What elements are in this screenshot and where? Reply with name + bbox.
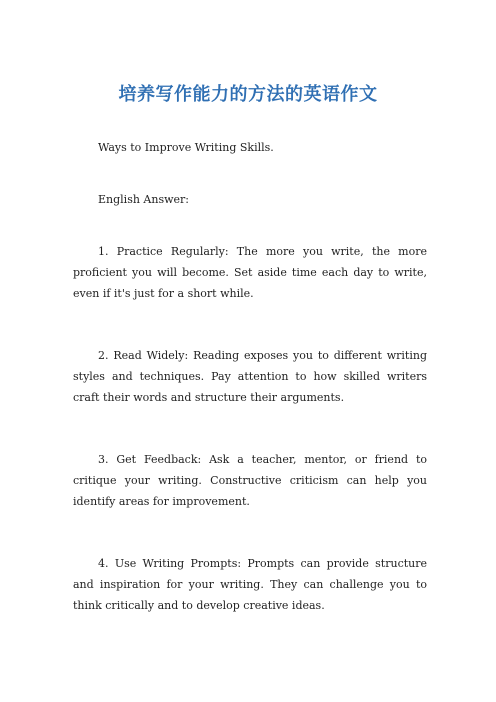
subtitle-text: Ways to Improve Writing Skills.: [98, 141, 274, 154]
point-2: [73, 345, 427, 408]
point-4: [73, 553, 427, 616]
point-3: [73, 449, 427, 512]
subtitle: [73, 137, 427, 158]
point-1-text: 1. Practice Regularly: The more you write, the more proficient you will become. Set aside time each day to write, even if it's just for a short while.: [73, 245, 427, 300]
document-title: 培养写作能力的方法的英语作文: [118, 84, 378, 105]
point-4-text: 4. Use Writing Prompts: Prompts can provide structure and inspiration for your writing. They can challenge you to think critically and to develop creative ideas.: [73, 557, 427, 612]
point-3-text: 3. Get Feedback: Ask a teacher, mentor, or friend to critique your writing. Constructive criticism can help you identify areas for improvement.: [73, 453, 427, 508]
point-1: [73, 241, 427, 304]
point-2-text: 2. Read Widely: Reading exposes you to different writing styles and techniques. Pay attention to how skilled writers craft their words and structure their arguments.: [73, 349, 427, 404]
answer-heading-text: English Answer:: [98, 193, 189, 206]
answer-heading: [73, 189, 427, 210]
